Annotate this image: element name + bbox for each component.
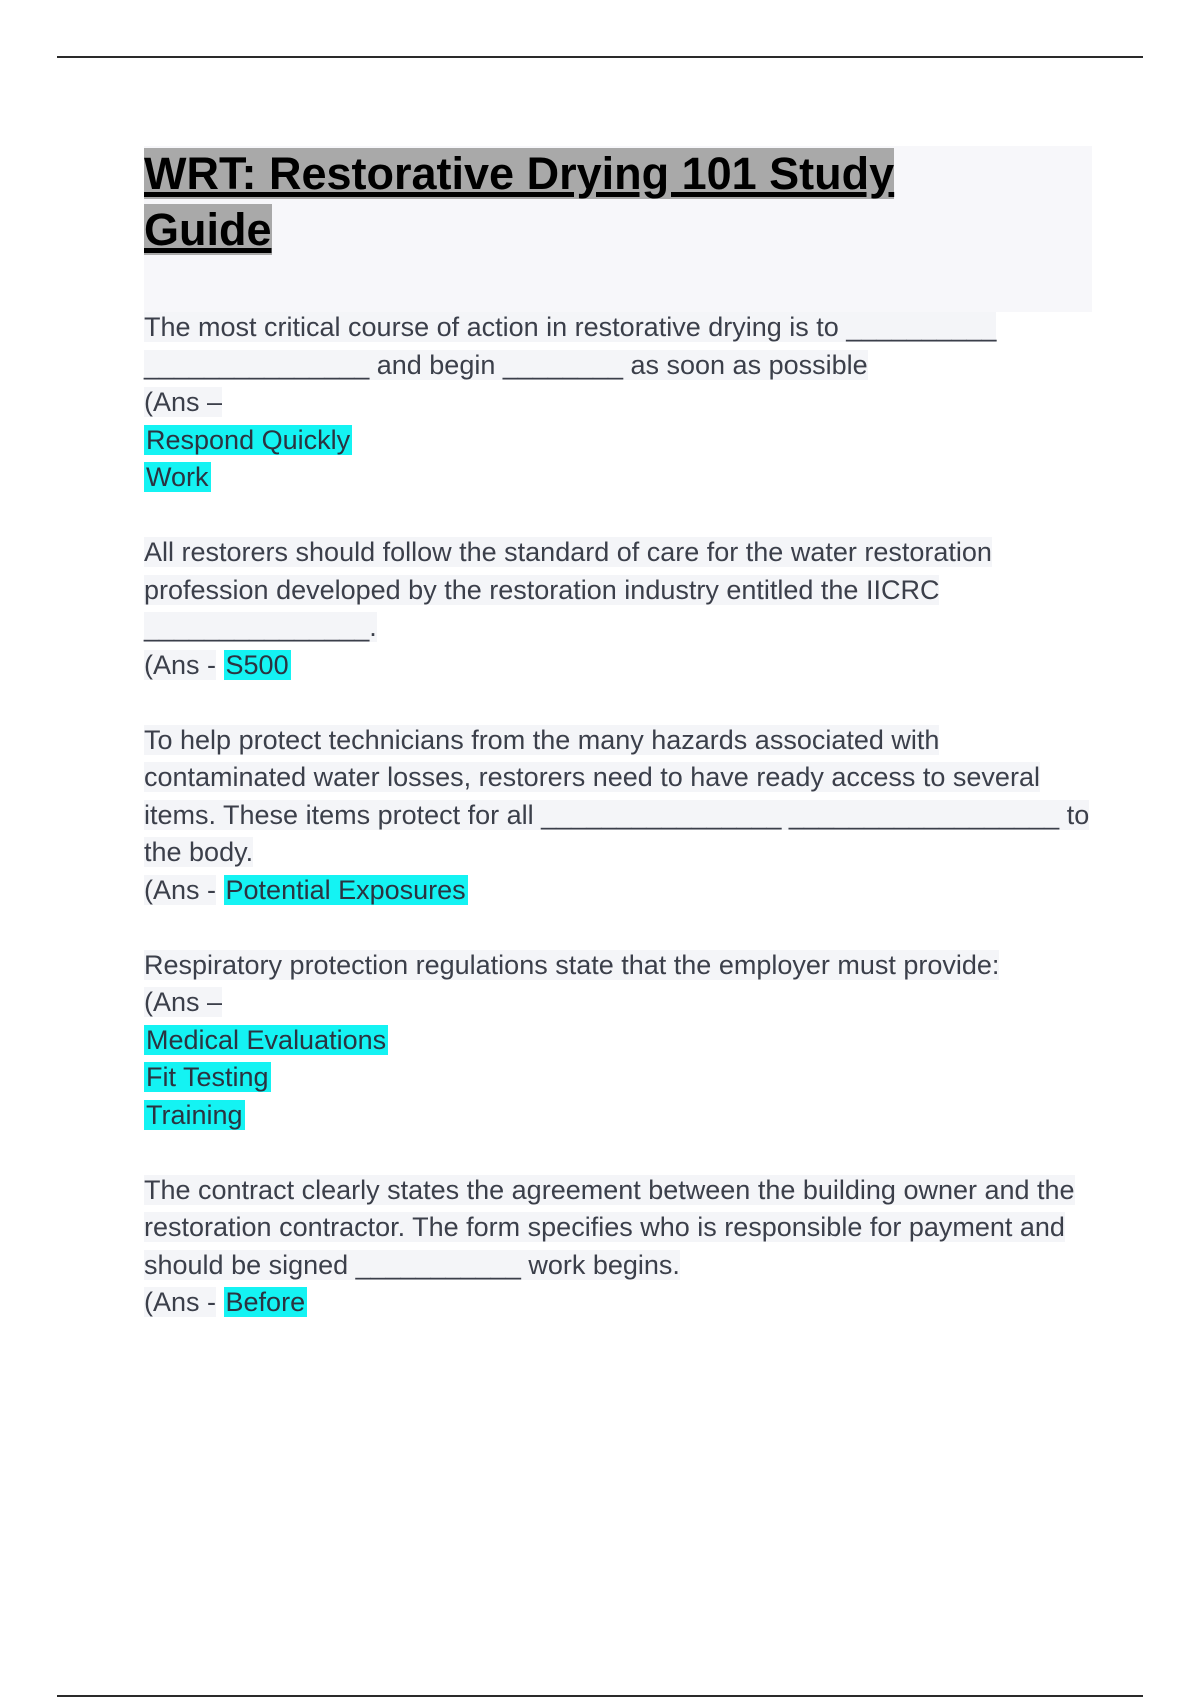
answer-prefix: (Ans –	[144, 387, 223, 417]
top-rule	[57, 56, 1143, 58]
answer-line	[144, 872, 1094, 910]
question-block	[144, 309, 1094, 497]
answer-item: Potential Exposures	[225, 874, 466, 905]
answer-prefix: (Ans -	[144, 1287, 217, 1317]
answer-item: Respond Quickly	[146, 424, 351, 455]
answer-item: Training	[146, 1099, 243, 1130]
answer-prefix: (Ans -	[144, 649, 217, 680]
question-text: The contract clearly states the agreement between the building owner and the restoration contractor. The form specifies who is responsible for payment and should be signed ___________ work begins.	[144, 1174, 1075, 1280]
answer-line	[144, 647, 1094, 685]
question-block	[144, 534, 1094, 684]
question-block	[144, 947, 1094, 1135]
question-text: All restorers should follow the standard of care for the water restoration profession developed by the restoration industry entitled the IICRC _______________.	[144, 537, 992, 642]
question-block	[144, 722, 1094, 910]
page-title: WRT: Restorative Drying 101 Study Guide	[144, 148, 895, 255]
question-text: To help protect technicians from the many hazards associated with contaminated water losses, restorers need to have ready access to several items. These items protect for all ________________ __________________ to the body.	[144, 724, 1090, 867]
bottom-rule	[57, 1695, 1143, 1697]
answer-item: S500	[225, 649, 289, 680]
answer-item: Work	[146, 462, 209, 492]
answer-item: Medical Evaluations	[146, 1024, 387, 1055]
answer-item: Before	[225, 1287, 306, 1317]
answer-prefix: (Ans -	[144, 874, 217, 905]
question-block	[144, 1172, 1094, 1322]
answer-prefix: (Ans –	[144, 987, 223, 1017]
answer-item: Fit Testing	[146, 1062, 269, 1092]
question-text: Respiratory protection regulations state that the employer must provide:	[144, 949, 1000, 980]
study-guide-content	[144, 309, 1094, 1359]
question-text: The most critical course of action in restorative drying is to __________ _______________ and begin ________ as soon as possible	[144, 312, 997, 380]
answer-line	[144, 1284, 1094, 1322]
